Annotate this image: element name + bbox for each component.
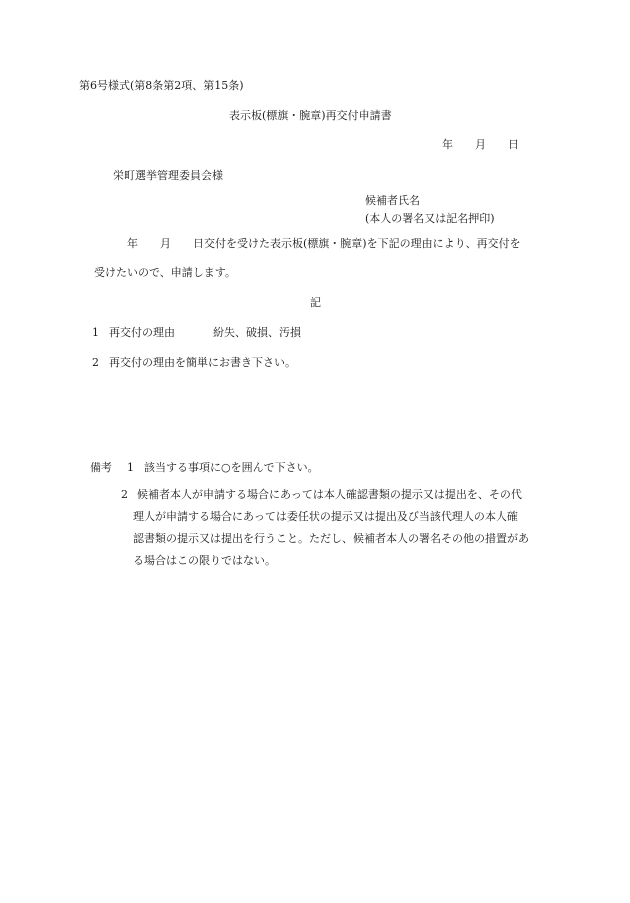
note-text: 候補者本人が申請する場合にあっては本人確認書類の提示又は提出を、その代 [137,488,522,501]
note-2-line-2: 理人が申請する場合にあっては委任状の提示又は提出及び当該代理人の本人確 [133,510,518,523]
body-month-label: 月 [160,237,171,250]
body-line-1 [127,238,521,249]
body-line-1-rest: 日交付を受けた表示板(標旗・腕章)を下記の理由により、再交付を [193,237,521,250]
body-year-label: 年 [127,237,138,250]
note-2-line-4: る場合はこの限りではない。 [133,554,276,567]
reason-item-2 [92,357,296,368]
body-line-2: 受けたいので、申請します。 [94,266,236,279]
addressee: 栄町選挙管理委員会様 [113,169,223,182]
remarks-note-1 [90,462,319,473]
signature-note: (本人の署名又は記名押印) [365,212,495,225]
item-label: 再交付の理由 [109,326,175,339]
reason-options: 紛失、破損、汚損 [213,326,301,339]
remarks-label: 備考 [90,461,112,474]
item-number: 2 [92,356,99,369]
note-number: 2 [121,488,128,501]
date-year-label: 年 [442,138,453,151]
reason-item-1 [92,327,301,338]
remarks-note-2 [121,484,553,572]
date-line [442,139,519,150]
note-2-line-3: 認書類の提示又は提出を行うこと。ただし、候補者本人の署名その他の措置があ [133,532,529,545]
item-label: 再交付の理由を簡単にお書き下さい。 [109,356,296,369]
date-month-label: 月 [475,138,486,151]
ki-heading: 記 [310,296,321,309]
note-2-line-1 [121,484,553,506]
date-day-label: 日 [508,138,519,151]
note-text: 該当する事項に○を囲んで下さい。 [144,461,319,474]
form-number: 第6号様式(第8条第2項、第15条) [79,79,244,92]
item-number: 1 [92,326,99,339]
document-title: 表示板(標旗・腕章)再交付申請書 [229,109,392,122]
note-number: 1 [127,461,134,474]
candidate-name-label: 候補者氏名 [365,194,420,207]
